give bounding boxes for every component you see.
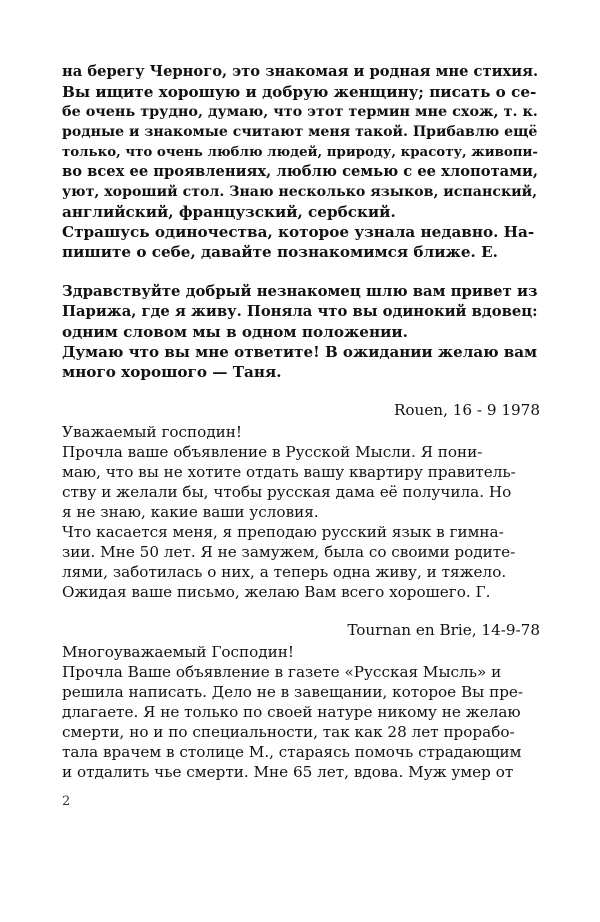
text-line: Здравствуйте добрый незнакомец шлю вам привет из: [62, 283, 538, 300]
text-line: уют, хороший стол. Знаю несколько языков, испанский,: [62, 184, 538, 200]
text-line: только, что очень люблю людей, природу, красоту, живопи-: [62, 144, 538, 160]
text-line: зии. Мне 50 лет. Я не замужем, была со своими родите-: [62, 543, 516, 561]
text-line: Что касается меня, я преподаю русский язык в гимна-: [62, 523, 504, 541]
text-line: родные и знакомые считают меня такой. Прибавлю ещё: [62, 124, 538, 140]
text-line: Вы ищите хорошую и добрую женщину; писать о се-: [62, 83, 537, 101]
text-line: во всех ее проявлениях, люблю семью с ее хлопотами,: [62, 163, 538, 180]
text-line: лями, заботилась о них, а теперь одна живу, и тяжело.: [62, 563, 507, 581]
text-line: Прочла Ваше объявление в газете «Русская Мысль» и: [62, 663, 502, 681]
text-line: бе очень трудно, думаю, что этот термин мне схож, т. к.: [62, 104, 538, 120]
text-line: на берегу Черного, это знакомая и родная мне стихия.: [62, 63, 539, 80]
text-line: одним словом мы в одном положении.: [62, 323, 408, 341]
text-line: пишите о себе, давайте познакомимся ближе. Е.: [62, 243, 498, 261]
text-line: английский, французский, сербский.: [62, 203, 396, 221]
text-line: ству и желали бы, чтобы русская дама её получила. Но: [62, 483, 512, 501]
text-line: много хорошого — Таня.: [62, 363, 282, 381]
page-number: 2: [62, 794, 71, 809]
text-line: Ожидая ваше письмо, желаю Вам всего хорошего. Г.: [62, 583, 491, 601]
text-line: маю, что вы не хотите отдать вашу квартиру правитель-: [62, 463, 516, 481]
text-line: длагаете. Я не только по своей натуре никому не желаю: [62, 703, 521, 721]
text-line: Парижа, где я живу. Поняла что вы одинокий вдовец:: [62, 303, 538, 320]
text-line: Страшусь одиночества, которое узнала недавно. На-: [62, 223, 535, 241]
text-line: Прочла ваше объявление в Русской Мысли. Я пони-: [62, 443, 483, 461]
letter-dateline: Tournan en Brie, 14-9-78: [347, 621, 540, 639]
text-line: и отдалить чье смерти. Мне 65 лет, вдова. Муж умер от: [62, 763, 514, 781]
letter-salutation: Уважаемый господин!: [62, 423, 243, 441]
text-line: Думаю что вы мне ответите! В ожидании желаю вам: [62, 343, 538, 361]
text-line: решила написать. Дело не в завещании, которое Вы пре-: [62, 683, 524, 701]
letter-dateline: Rouen, 16 - 9 1978: [393, 401, 540, 419]
text-line: смерти, но и по специальности, так как 28 лет прорабо-: [62, 723, 515, 741]
text-line: я не знаю, какие ваши условия.: [62, 503, 319, 521]
text-line: тала врачем в столице М., стараясь помочь страдающим: [62, 743, 522, 761]
letter-salutation: Многоуважаемый Господин!: [62, 643, 294, 661]
